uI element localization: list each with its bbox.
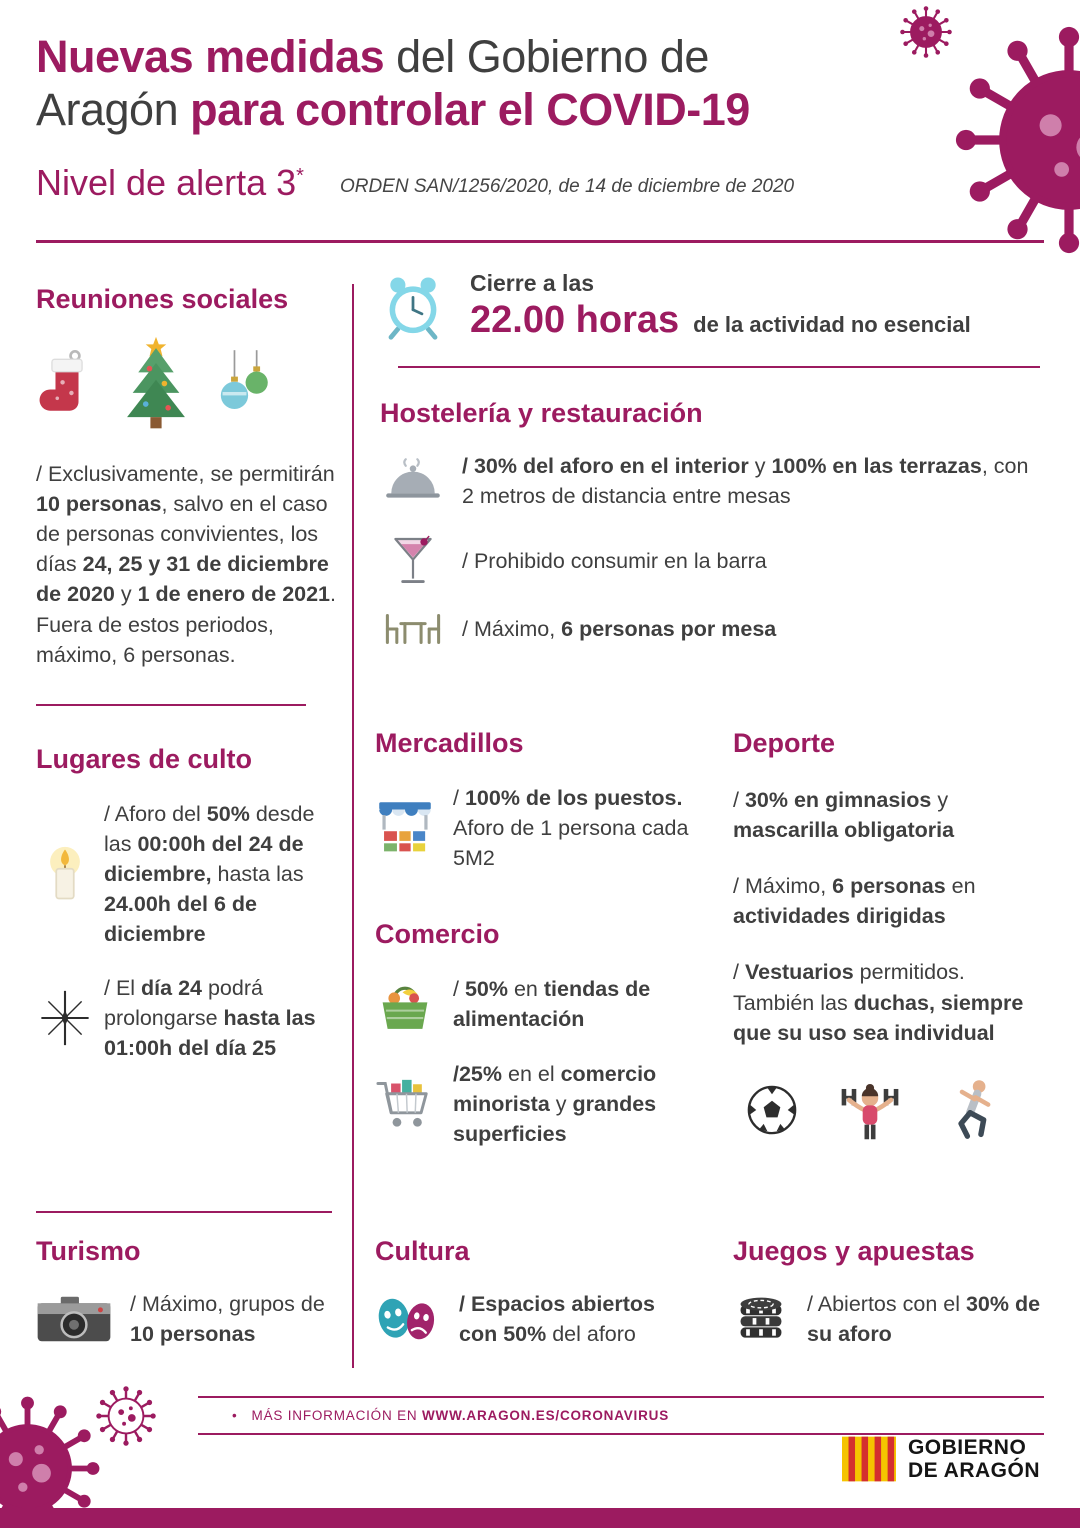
section-title-comercio: Comercio <box>375 919 500 950</box>
left-column <box>36 268 336 1064</box>
soccer-ball-icon <box>747 1085 797 1135</box>
christmas-tree-icon <box>114 335 198 433</box>
bottom-bar <box>0 1508 1080 1528</box>
runner-icon <box>943 1078 999 1142</box>
hosteleria-item-2 <box>380 533 1044 589</box>
juegos-item1-text: / Abiertos con el 30% de su aforo <box>807 1292 1041 1347</box>
order-reference: ORDEN SAN/1256/2020, de 14 de diciembre de 2020 <box>339 176 795 198</box>
comercio-item-2 <box>375 1059 697 1149</box>
culto-item2-text: / El día 24 podrá prolongarse hasta las 01:00h del día 25 <box>104 976 316 1061</box>
cloche-icon <box>380 458 446 504</box>
deporte-item1-text: / 30% en gimnasios y mascarilla obligatoria <box>733 788 955 843</box>
table-chairs-icon <box>380 611 446 647</box>
vertical-divider <box>352 284 354 1368</box>
hosteleria-items <box>380 451 1044 647</box>
virus-icon <box>96 1386 156 1446</box>
info-band <box>198 1396 1044 1435</box>
deporte-item2-text: / Máximo, 6 personas en actividades dirigidas <box>733 874 976 929</box>
culto-item1-text: / Aforo del 50% desde las 00:00h del 24 de diciembre, hasta las 24.00h del 6 de diciembre <box>104 801 315 947</box>
bullet: • <box>232 1408 238 1423</box>
section-title-culto: Lugares de culto <box>36 743 253 774</box>
closing-time-banner <box>380 270 1044 342</box>
juegos-section <box>733 1236 1043 1349</box>
alert-level: Nivel de alerta 3* <box>36 162 304 204</box>
header-divider <box>36 240 1044 243</box>
poker-chips-icon <box>733 1291 789 1347</box>
turismo-item1-text: / Máximo, grupos de 10 personas <box>130 1292 325 1347</box>
candle-icon <box>36 841 94 907</box>
section-title-deporte: Deporte <box>733 728 836 758</box>
hosteleria-item3-text: / Máximo, 6 personas por mesa <box>462 617 777 642</box>
cultura-section <box>375 1236 697 1349</box>
food-basket-icon <box>375 975 435 1033</box>
hosteleria-item-3 <box>380 611 1044 647</box>
christmas-icons <box>36 333 336 433</box>
closing-time: 22.00 horas <box>470 299 680 341</box>
alarm-clock-icon <box>380 274 446 340</box>
section-title-hosteleria: Hostelería y restauración <box>380 398 703 428</box>
section-title-juegos: Juegos y apuestas <box>733 1236 975 1266</box>
cultura-item1-text: / Espacios abiertos con 50% del aforo <box>459 1292 655 1347</box>
closing-text <box>470 270 971 342</box>
gov-logo-text <box>908 1436 1040 1482</box>
comercio-item1-text: / 50% en tiendas de alimentación <box>453 977 651 1032</box>
title-line-2: Aragón para controlar el COVID-19 <box>36 84 750 136</box>
divider <box>36 1211 332 1213</box>
turismo-section <box>36 1236 336 1349</box>
alert-asterisk: * <box>296 165 304 188</box>
virus-icon <box>955 26 1080 254</box>
cocktail-icon <box>380 533 446 589</box>
culto-item-1 <box>36 799 336 949</box>
info-text: MÁS INFORMACIÓN EN <box>251 1408 422 1423</box>
right-column <box>733 728 1043 1142</box>
gov-logo-line2: DE ARAGÓN <box>907 1459 1040 1483</box>
camera-icon <box>36 1293 112 1345</box>
section-title-turismo: Turismo <box>36 1236 141 1266</box>
header <box>36 30 936 204</box>
ornaments-icon <box>214 345 278 433</box>
divider <box>36 704 306 706</box>
cultura-item-1 <box>375 1289 697 1349</box>
sports-icons <box>733 1078 1043 1142</box>
title-line-1: Nuevas medidas del Gobierno de <box>36 31 709 82</box>
coronavirus-link[interactable]: WWW.ARAGON.ES/CORONAVIRUS <box>422 1408 669 1423</box>
hosteleria-item2-text: / Prohibido consumir en la barra <box>462 549 767 574</box>
comercio-item-1 <box>375 974 697 1034</box>
juegos-item-1 <box>733 1289 1043 1349</box>
sparkle-star-icon <box>36 989 94 1047</box>
comercio-item2-text: /25% en el comercio minorista y grandes superficies <box>453 1061 657 1146</box>
turismo-item-1 <box>36 1289 336 1349</box>
weightlifter-icon <box>839 1078 901 1142</box>
stocking-icon <box>36 345 98 433</box>
mercadillos-item1-text: / 100% de los puestos. Aforo de 1 persona cada 5M2 <box>453 786 689 871</box>
section-title-cultura: Cultura <box>375 1236 470 1266</box>
aragon-flag-icon <box>842 1436 896 1482</box>
theater-masks-icon <box>375 1292 441 1346</box>
market-stall-icon <box>375 796 435 860</box>
gobierno-aragon-logo <box>842 1436 1040 1482</box>
closing-prefix: Cierre a las <box>470 270 595 296</box>
section-title-mercadillos: Mercadillos <box>375 728 524 758</box>
culto-item-2 <box>36 973 336 1063</box>
top-right-section <box>380 270 1044 647</box>
page-title <box>36 30 936 136</box>
shopping-cart-icon <box>375 1071 435 1137</box>
divider <box>398 366 1040 368</box>
middle-column <box>375 728 697 1149</box>
hosteleria-item1-text: / 30% del aforo en el interior y 100% en las terrazas, con 2 metros de distancia entre mesas <box>462 454 1029 509</box>
alert-row <box>36 162 936 204</box>
section-title-reuniones: Reuniones sociales <box>36 284 289 314</box>
deporte-item3-text: / Vestuarios permitidos. También las duchas, siempre que su uso sea individual <box>733 960 1024 1045</box>
mercadillos-item-1 <box>375 783 697 873</box>
closing-suffix: de la actividad no esencial <box>693 312 971 337</box>
reuniones-text: / Exclusivamente, se permitirán 10 personas, salvo en el caso de personas convivientes, los días 24, 25 y 31 de diciembre de 2020 y 1 de enero de 2021. Fuera de estos periodos, máximo, 6 personas. <box>36 462 337 667</box>
hosteleria-item-1 <box>380 451 1044 511</box>
gov-logo-line1: GOBIERNO <box>907 1436 1027 1459</box>
